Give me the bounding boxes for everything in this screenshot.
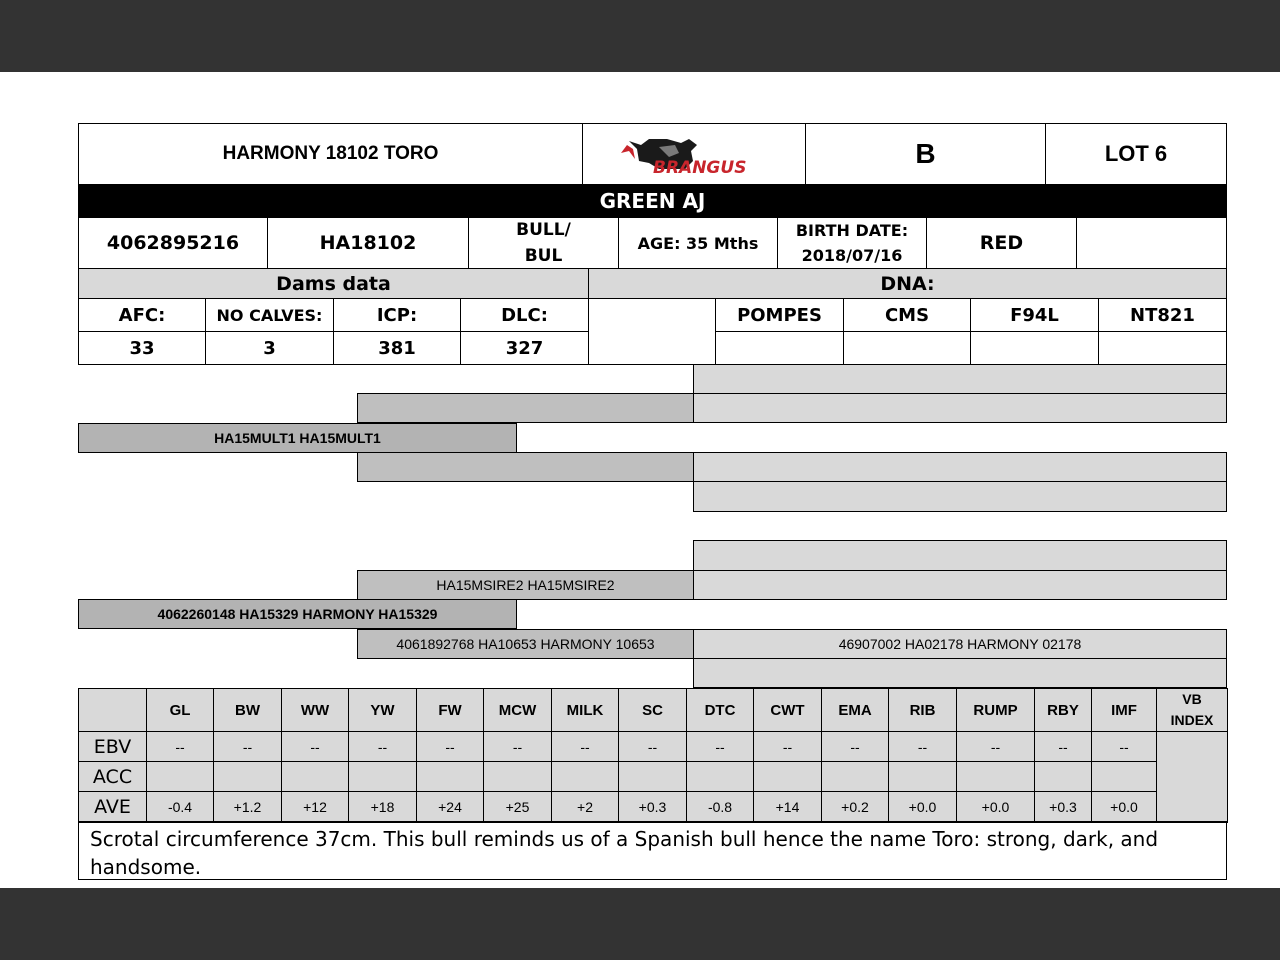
dams-header-dlc: DLC: bbox=[460, 298, 589, 332]
ebv-acc-dtc bbox=[686, 761, 754, 792]
ebv-ebv-yw: -- bbox=[348, 731, 417, 762]
ebv-ave-fw: +24 bbox=[416, 791, 484, 823]
ebv-header-yw: YW bbox=[348, 688, 417, 732]
dams-header-afc: AFC: bbox=[78, 298, 206, 332]
ebv-acc-mcw bbox=[483, 761, 552, 792]
pedigree-box bbox=[693, 540, 1227, 571]
ebv-acc-cwt bbox=[753, 761, 822, 792]
bull-head-icon bbox=[619, 131, 769, 177]
sex: BULL/ BUL bbox=[468, 217, 619, 269]
dams-value-dlc: 327 bbox=[460, 331, 589, 365]
svg-text:BRANGUS: BRANGUS bbox=[653, 158, 747, 177]
ebv-header-imf: IMF bbox=[1091, 688, 1157, 732]
lot-number: LOT 6 bbox=[1045, 123, 1227, 185]
ebv-ave-rby: +0.3 bbox=[1034, 791, 1092, 823]
dams-value-no-calves: 3 bbox=[205, 331, 334, 365]
pedigree-box bbox=[693, 481, 1227, 512]
ebv-ebv-gl: -- bbox=[146, 731, 214, 762]
ebv-ave-sc: +0.3 bbox=[618, 791, 687, 823]
ebv-header-ema: EMA bbox=[821, 688, 889, 732]
ebv-acc-ww bbox=[281, 761, 349, 792]
ebv-ave-milk: +2 bbox=[551, 791, 619, 823]
dams-data-title: Dams data bbox=[78, 268, 589, 299]
ebv-ave-yw: +18 bbox=[348, 791, 417, 823]
ebv-ebv-milk: -- bbox=[551, 731, 619, 762]
pedigree-sire-dam: HA15MULT1 HA15MULT1 bbox=[78, 423, 517, 453]
ebv-ave-bw: +1.2 bbox=[213, 791, 282, 823]
ebv-acc-yw bbox=[348, 761, 417, 792]
dna-value-nt821 bbox=[1098, 331, 1227, 365]
animal-name: HARMONY 18102 TORO bbox=[78, 123, 583, 185]
ebv-ave-cwt: +14 bbox=[753, 791, 822, 823]
pedigree-box bbox=[693, 452, 1227, 482]
ebv-header-sc: SC bbox=[618, 688, 687, 732]
ebv-header-gl: GL bbox=[146, 688, 214, 732]
ebv-row-label-ebv: EBV bbox=[78, 731, 147, 762]
ebv-header-ww: WW bbox=[281, 688, 349, 732]
tattoo: HA18102 bbox=[267, 217, 469, 269]
ebv-acc-imf bbox=[1091, 761, 1157, 792]
ebv-ave-ww: +12 bbox=[281, 791, 349, 823]
ebv-acc-sc bbox=[618, 761, 687, 792]
ebv-acc-rump bbox=[956, 761, 1035, 792]
ebv-acc-gl bbox=[146, 761, 214, 792]
ebv-acc-rby bbox=[1034, 761, 1092, 792]
ebv-header-vb-index: VB INDEX bbox=[1156, 688, 1228, 732]
ebv-header-rump: RUMP bbox=[956, 688, 1035, 732]
ebv-header-mcw: MCW bbox=[483, 688, 552, 732]
ebv-ebv-imf: -- bbox=[1091, 731, 1157, 762]
ebv-row-label-ave: AVE bbox=[78, 791, 147, 823]
ebv-ebv-rib: -- bbox=[888, 731, 957, 762]
ebv-ave-ema: +0.2 bbox=[821, 791, 889, 823]
pedigree-box bbox=[693, 393, 1227, 423]
ebv-header-fw: FW bbox=[416, 688, 484, 732]
ebv-ebv-dtc: -- bbox=[686, 731, 754, 762]
dna-header-pompes: POMPES bbox=[715, 298, 844, 332]
ebv-acc-milk bbox=[551, 761, 619, 792]
ebv-ave-gl: -0.4 bbox=[146, 791, 214, 823]
grade: B bbox=[805, 123, 1046, 185]
dams-value-afc: 33 bbox=[78, 331, 206, 365]
ebv-ebv-bw: -- bbox=[213, 731, 282, 762]
ebv-header-rby: RBY bbox=[1034, 688, 1092, 732]
pedigree-box bbox=[357, 393, 694, 423]
ebv-acc-fw bbox=[416, 761, 484, 792]
dna-value-pompes bbox=[715, 331, 844, 365]
birth-date: BIRTH DATE: 2018/07/16 bbox=[777, 217, 927, 269]
pedigree-box bbox=[693, 658, 1227, 688]
owner-name: GREEN AJ bbox=[78, 184, 1227, 218]
ebv-ebv-rby: -- bbox=[1034, 731, 1092, 762]
dna-header-cms: CMS bbox=[843, 298, 971, 332]
ebv-ebv-mcw: -- bbox=[483, 731, 552, 762]
dna-header-f94l: F94L bbox=[970, 298, 1099, 332]
dams-header-no-calves: NO CALVES: bbox=[205, 298, 334, 332]
ebv-ave-mcw: +25 bbox=[483, 791, 552, 823]
dna-value-cms bbox=[843, 331, 971, 365]
registration-number: 4062895216 bbox=[78, 217, 268, 269]
dams-value-icp: 381 bbox=[333, 331, 461, 365]
age: AGE: 35 Mths bbox=[618, 217, 778, 269]
viewer-top-bar bbox=[0, 0, 1280, 72]
pedigree-box bbox=[693, 364, 1227, 394]
ebv-ebv-cwt: -- bbox=[753, 731, 822, 762]
identity-extra bbox=[1076, 217, 1227, 269]
pedigree-dam: 4062260148 HA15329 HARMONY HA15329 bbox=[78, 599, 517, 629]
ebv-header-corner bbox=[78, 688, 147, 732]
ebv-vb-index-value bbox=[1156, 731, 1228, 823]
ebv-ebv-fw: -- bbox=[416, 731, 484, 762]
dams-header-icp: ICP: bbox=[333, 298, 461, 332]
dna-header-nt821: NT821 bbox=[1098, 298, 1227, 332]
color: RED bbox=[926, 217, 1077, 269]
pedigree-box bbox=[693, 570, 1227, 600]
dna-value-f94l bbox=[970, 331, 1099, 365]
ebv-header-dtc: DTC bbox=[686, 688, 754, 732]
dna-blank bbox=[588, 298, 716, 365]
pedigree-dam-dam-dam: 46907002 HA02178 HARMONY 02178 bbox=[693, 629, 1227, 659]
ebv-header-bw: BW bbox=[213, 688, 282, 732]
pedigree-dam-dam: 4061892768 HA10653 HARMONY 10653 bbox=[357, 629, 694, 659]
comment-text: Scrotal circumference 37cm. This bull reminds us of a Spanish bull hence the name Toro: strong, dark, and handsome. bbox=[78, 821, 1227, 880]
ebv-header-rib: RIB bbox=[888, 688, 957, 732]
ebv-ebv-ema: -- bbox=[821, 731, 889, 762]
brangus-logo bbox=[582, 123, 806, 185]
viewer-bottom-bar bbox=[0, 888, 1280, 960]
ebv-ebv-ww: -- bbox=[281, 731, 349, 762]
ebv-ebv-sc: -- bbox=[618, 731, 687, 762]
dna-title: DNA: bbox=[588, 268, 1227, 299]
ebv-header-cwt: CWT bbox=[753, 688, 822, 732]
ebv-acc-bw bbox=[213, 761, 282, 792]
ebv-ave-rib: +0.0 bbox=[888, 791, 957, 823]
ebv-ebv-rump: -- bbox=[956, 731, 1035, 762]
ebv-ave-dtc: -0.8 bbox=[686, 791, 754, 823]
ebv-ave-rump: +0.0 bbox=[956, 791, 1035, 823]
pedigree-box bbox=[357, 452, 694, 482]
ebv-row-label-acc: ACC bbox=[78, 761, 147, 792]
pedigree-dam-sire: HA15MSIRE2 HA15MSIRE2 bbox=[357, 570, 694, 600]
ebv-ave-imf: +0.0 bbox=[1091, 791, 1157, 823]
ebv-acc-ema bbox=[821, 761, 889, 792]
ebv-header-milk: MILK bbox=[551, 688, 619, 732]
ebv-acc-rib bbox=[888, 761, 957, 792]
